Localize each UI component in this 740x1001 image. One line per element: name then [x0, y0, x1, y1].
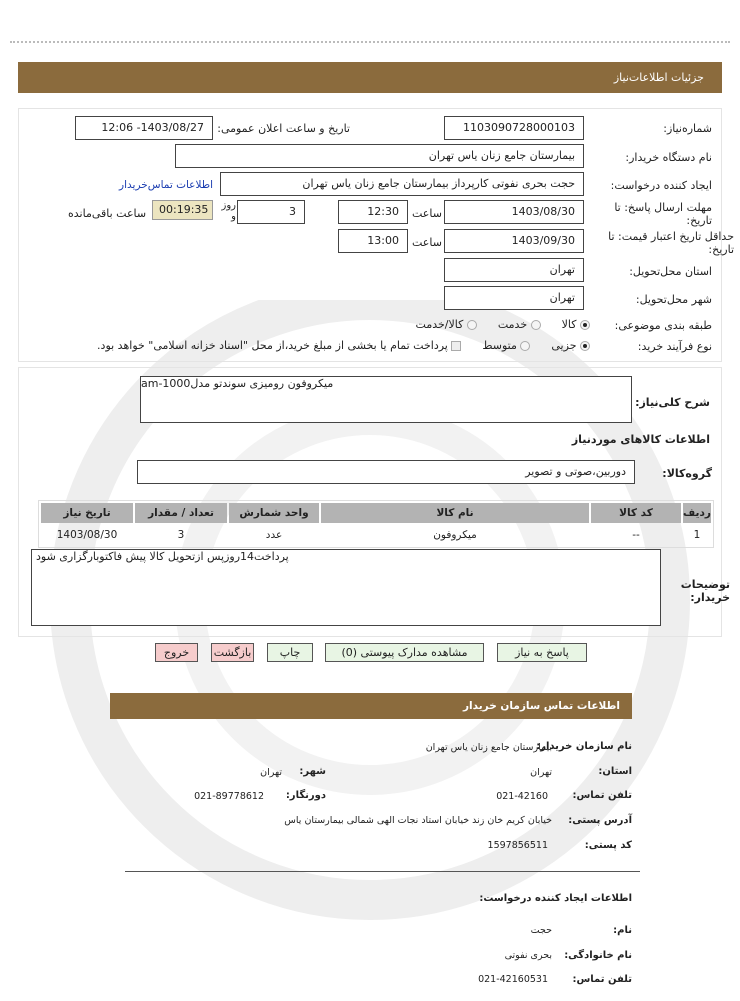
countdown-timer: 00:19:35	[152, 200, 213, 220]
creator-info-title: اطلاعات ایجاد کننده درخواست:	[479, 893, 632, 904]
buyer-field[interactable]: بیمارستان جامع زنان یاس تهران	[175, 144, 584, 168]
fax-value: 021-89778612	[194, 791, 264, 802]
category-label: طبقه بندی موضوعی:	[614, 319, 712, 332]
address-value: خیابان کریم خان زند خیابان استاد نجات الهی شمالی بیمارستان یاس	[284, 815, 552, 826]
deadline-label: مهلت ارسال پاسخ: تا تاریخ:	[614, 201, 712, 227]
validity-date-field[interactable]: 1403/09/30	[444, 229, 584, 253]
radio-goods-service[interactable]: کالا/خدمت	[416, 318, 477, 331]
radio-icon[interactable]	[467, 320, 477, 330]
col-code: کد کالا	[591, 503, 681, 523]
days-label: روز و	[221, 200, 236, 222]
name-value: حجت	[530, 925, 552, 936]
city-label: شهر محل‌تحویل:	[635, 293, 712, 306]
address-label: آدرس پستی:	[568, 815, 632, 826]
process-radio-group	[97, 339, 590, 352]
print-button[interactable]: چاپ	[267, 643, 313, 662]
validity-time-label: ساعت	[412, 236, 442, 249]
org-label: نام سازمان خریدار:	[536, 741, 632, 752]
radio-goods[interactable]: کالا	[562, 318, 590, 331]
deadline-time-field[interactable]: 12:30	[338, 200, 408, 224]
creator-field[interactable]: حجت بحری نفوتی کارپرداز بیمارستان جامع زنان یاس تهران	[220, 172, 584, 196]
cell-row: 1	[693, 529, 701, 541]
need-number-label: شماره‌نیاز:	[663, 122, 712, 135]
contact-city-label: شهر:	[299, 766, 326, 777]
table-row[interactable]	[41, 525, 711, 545]
buyer-notes-field[interactable]: پرداخت14روزپس ازتحویل کالا پیش فاکتوبارگزاری شود	[31, 549, 661, 626]
description-label: شرح کلی‌نیاز:	[635, 396, 710, 409]
group-label: گروه‌کالا:	[662, 467, 712, 480]
remaining-label: ساعت باقی‌مانده	[68, 207, 147, 220]
radio-icon[interactable]	[580, 341, 590, 351]
radio-icon[interactable]	[520, 341, 530, 351]
province-field[interactable]: تهران	[444, 258, 584, 282]
col-qty: تعداد / مقدار	[135, 503, 227, 523]
family-value: بحری نفوتی	[504, 950, 552, 961]
contact-province-value: تهران	[530, 767, 552, 778]
radio-icon[interactable]	[580, 320, 590, 330]
col-name: نام کالا	[321, 503, 589, 523]
creator-label: ایجاد کننده درخواست:	[610, 179, 712, 192]
announce-label: تاریخ و ساعت اعلان عمومی:	[217, 122, 350, 135]
reply-button[interactable]: پاسخ به نیاز	[497, 643, 587, 662]
radio-minor[interactable]: جزیی	[551, 339, 590, 352]
treasury-checkbox[interactable]: پرداخت تمام یا بخشی از مبلغ خرید،از محل "اسناد خزانه اسلامی" خواهد بود.	[97, 339, 461, 352]
description-field[interactable]: میکروفون رومیزی سوندتو مدلam-1000	[140, 376, 632, 423]
buyer-notes-label: توضیحات خریدار:	[680, 578, 730, 604]
back-button[interactable]: بازگشت	[211, 643, 254, 662]
process-label: نوع فرآیند خرید:	[637, 340, 712, 353]
fax-label: دورنگار:	[285, 790, 326, 801]
days-field[interactable]: 3	[237, 200, 305, 224]
cell-code: --	[632, 529, 640, 541]
radio-medium[interactable]: متوسط	[482, 339, 530, 352]
goods-section-title: اطلاعات کالاهای موردنیاز	[571, 433, 710, 446]
cell-date: 1403/08/30	[56, 529, 118, 541]
table-header	[41, 503, 711, 523]
buyer-contact-link[interactable]: اطلاعات تماس‌خریدار	[119, 179, 213, 191]
cell-name: میکروفون	[433, 529, 477, 541]
page-header: جزئیات اطلاعات‌نیاز	[18, 62, 722, 93]
deadline-time-label: ساعت	[412, 207, 442, 220]
contact-divider	[125, 871, 640, 872]
postal-label: کد پستی:	[584, 840, 632, 851]
family-label: نام خانوادگی:	[564, 950, 632, 961]
contact-header: اطلاعات تماس سازمان خریدار	[110, 693, 632, 719]
radio-service[interactable]: خدمت	[498, 318, 541, 331]
contact-province-label: استان:	[598, 766, 632, 777]
org-value: بیمارستان جامع زنان یاس تهران	[425, 742, 552, 753]
phone-label: تلفن تماس:	[572, 790, 632, 801]
phone-value: 021-42160	[496, 791, 548, 802]
announce-field[interactable]: 1403/08/27- 12:06	[75, 116, 213, 140]
cell-unit: عدد	[265, 529, 283, 541]
validity-label: حداقل تاریخ اعتبار قیمت: تا تاریخ:	[608, 230, 734, 256]
contact-city-value: تهران	[260, 767, 282, 778]
city-field[interactable]: تهران	[444, 286, 584, 310]
category-radio-group	[416, 318, 590, 331]
deadline-date-field[interactable]: 1403/08/30	[444, 200, 584, 224]
creator-phone-label: تلفن تماس:	[572, 974, 632, 985]
postal-value: 1597856511	[487, 840, 548, 851]
name-label: نام:	[613, 925, 632, 936]
province-label: استان محل‌تحویل:	[629, 265, 712, 278]
attachments-button[interactable]: مشاهده مدارک پیوستی (0)	[325, 643, 484, 662]
col-row: ردیف	[683, 503, 711, 523]
goods-table	[38, 500, 714, 548]
radio-icon[interactable]	[531, 320, 541, 330]
group-field[interactable]: دوربین،صوتی و تصویر	[137, 460, 635, 484]
need-number-field[interactable]: 1103090728000103	[444, 116, 584, 140]
col-date: تاریخ نیاز	[41, 503, 133, 523]
col-unit: واحد شمارش	[229, 503, 319, 523]
checkbox-icon[interactable]	[451, 341, 461, 351]
exit-button[interactable]: خروج	[155, 643, 198, 662]
validity-time-field[interactable]: 13:00	[338, 229, 408, 253]
buyer-label: نام دستگاه خریدار:	[625, 151, 712, 164]
cell-qty: 3	[177, 529, 185, 541]
top-divider	[10, 41, 730, 43]
creator-phone-value: 021-42160531	[478, 974, 548, 985]
